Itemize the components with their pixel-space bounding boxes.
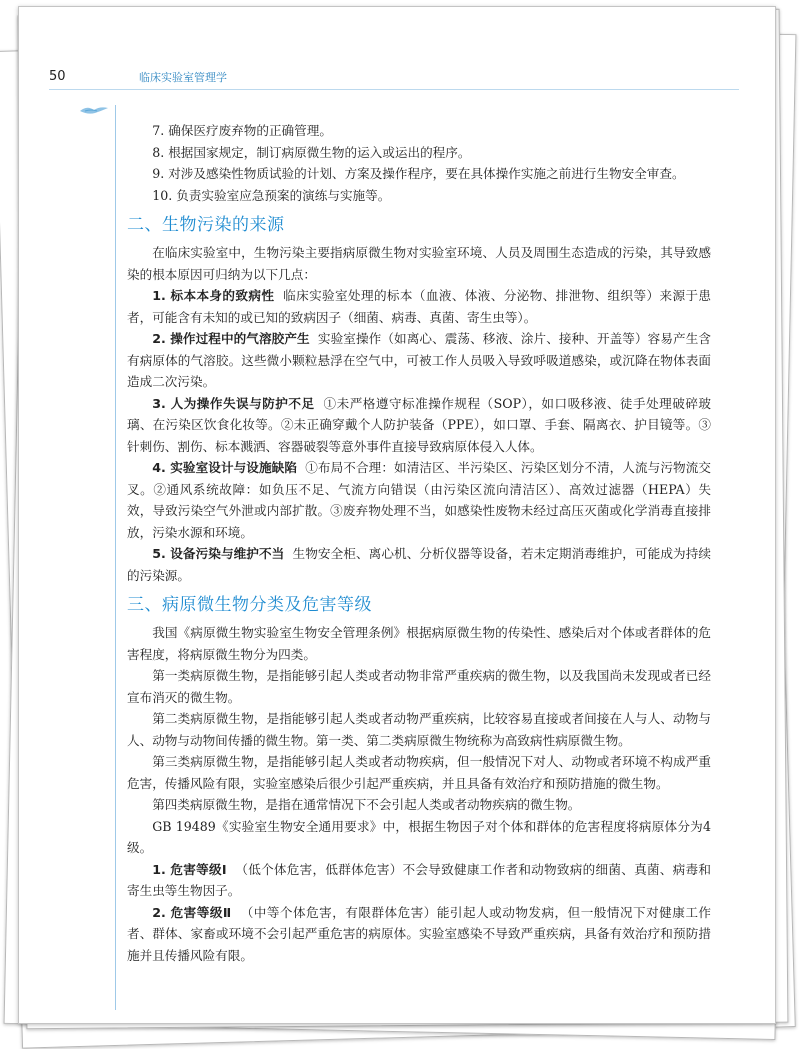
bird-icon bbox=[79, 103, 109, 117]
item-text: 实验室操作（如离心、震荡、移液、涂片、接种、开盖等）容易产生含有病原体的气溶胶。这些微小颗粒悬浮在空气中，可被工作人员吸入导致呼吸道感染，或沉降在物体表面造成二次污染。 bbox=[127, 331, 712, 389]
header-rule bbox=[49, 89, 739, 90]
item-lead: 2. 操作过程中的气溶胶产生 bbox=[152, 331, 310, 346]
item-text: （中等个体危害，有限群体危害）能引起人或动物发病，但一般情况下对健康工作者、群体、家畜或环境不会引起严重危害的病原体。实验室感染不导致严重疾病，具备有效治疗和预防措施并且传播风险有限。 bbox=[127, 904, 712, 963]
paragraph: 第三类病原微生物，是指能够引起人类或者动物疾病，但一般情况下对人、动物或者环境不构成严重危害，传播风险有限，实验室感染后很少引起严重疾病，并且具备有效治疗和预防措施的微生物。 bbox=[127, 754, 711, 791]
item-text: ①布局不合理：如清洁区、半污染区、污染区划分不清，人流与污物流交叉。②通风系统故障：如负压不足、气流方向错误（由污染区流向清洁区）、高效过滤器（HEPA）失效，导致污染空气外泄或内部扩散。③废弃物处理不当，如感染性废物未经过高压灭菌或化学消毒直接排放，污染水源和环境。 bbox=[127, 460, 711, 540]
page-number: 50 bbox=[49, 69, 66, 84]
list-item bbox=[127, 543, 711, 586]
paragraph: 我国《病原微生物实验室生物安全管理条例》根据病原微生物的传染性、感染后对个体或者群体的危害程度，将病原微生物分为四类。 bbox=[127, 625, 711, 662]
item-lead: 2. 危害等级Ⅱ bbox=[152, 904, 232, 920]
list-item bbox=[127, 457, 711, 543]
list-item: 9. 对涉及感染性物质试验的计划、方案及操作程序，要在具体操作实施之前进行生物安全审查。 bbox=[152, 166, 685, 181]
item-lead: 3. 人为操作失误与防护不足 bbox=[152, 395, 315, 411]
item-text: （低个体危害，低群体危害）不会导致健康工作者和动物致病的细菌、真菌、病毒和寄生虫等生物因子。 bbox=[127, 861, 711, 898]
list-item bbox=[127, 328, 711, 393]
list-item: 8. 根据国家规定，制订病原微生物的运入或运出的程序。 bbox=[152, 144, 471, 160]
paragraph: GB 19489《实验室生物安全通用要求》中，根据生物因子对个体和群体的危害程度将病原体分为4级。 bbox=[127, 818, 711, 855]
margin-rule bbox=[115, 105, 116, 1010]
item-lead: 1. 危害等级Ⅰ bbox=[152, 861, 227, 877]
list-item: 10. 负责实验室应急预案的演练与实施等。 bbox=[152, 187, 391, 203]
item-text: 生物安全柜、离心机、分析仪器等设备，若未定期消毒维护，可能成为持续的污染源。 bbox=[127, 546, 711, 583]
section-heading: 三、病原微生物分类及危害等级 bbox=[127, 595, 372, 615]
item-lead: 4. 实验室设计与设施缺陷 bbox=[152, 460, 298, 475]
page-body bbox=[127, 120, 711, 966]
list-item bbox=[127, 393, 711, 458]
running-head bbox=[49, 67, 739, 91]
paragraph: 第一类病原微生物，是指能够引起人类或者动物非常严重疾病的微生物，以及我国尚未发现或者已经宣布消灭的微生物。 bbox=[127, 668, 711, 705]
paragraph: 第四类病原微生物，是指在通常情况下不会引起人类或者动物疾病的微生物。 bbox=[152, 797, 581, 812]
item-lead: 1. 标本本身的致病性 bbox=[152, 288, 275, 303]
paragraph: 在临床实验室中，生物污染主要指病原微生物对实验室环境、人员及周围生态造成的污染，其导致感染的根本原因可归纳为以下几点： bbox=[127, 245, 711, 282]
item-text: 临床实验室处理的标本（血液、体液、分泌物、排泄物、组织等）来源于患者，可能含有未知的或已知的致病因子（细菌、病毒、真菌、寄生虫等）。 bbox=[127, 288, 711, 325]
list-item: 7. 确保医疗废弃物的正确管理。 bbox=[152, 123, 332, 138]
book-page bbox=[18, 6, 776, 1024]
book-title: 临床实验室管理学 bbox=[139, 71, 227, 84]
list-item bbox=[127, 859, 711, 902]
item-text: ①未严格遵守标准操作规程（SOP），如口吸移液、徒手处理破碎玻璃、在污染区饮食化妆等。②未正确穿戴个人防护装备（PPE），如口罩、手套、隔离衣、护目镜等。③针刺伤、割伤、标本溅洒、容器破裂等意外事件直接导致病原体侵入人体。 bbox=[127, 395, 711, 454]
list-item bbox=[127, 285, 711, 328]
section-heading: 二、生物污染的来源 bbox=[127, 215, 285, 235]
item-lead: 5. 设备污染与维护不当 bbox=[152, 546, 285, 561]
paragraph: 第二类病原微生物，是指能够引起人类或者动物严重疾病，比较容易直接或者间接在人与人、动物与人、动物与动物间传播的微生物。第一类、第二类病原微生物统称为高致病性病原微生物。 bbox=[127, 711, 711, 748]
list-item bbox=[127, 902, 711, 967]
